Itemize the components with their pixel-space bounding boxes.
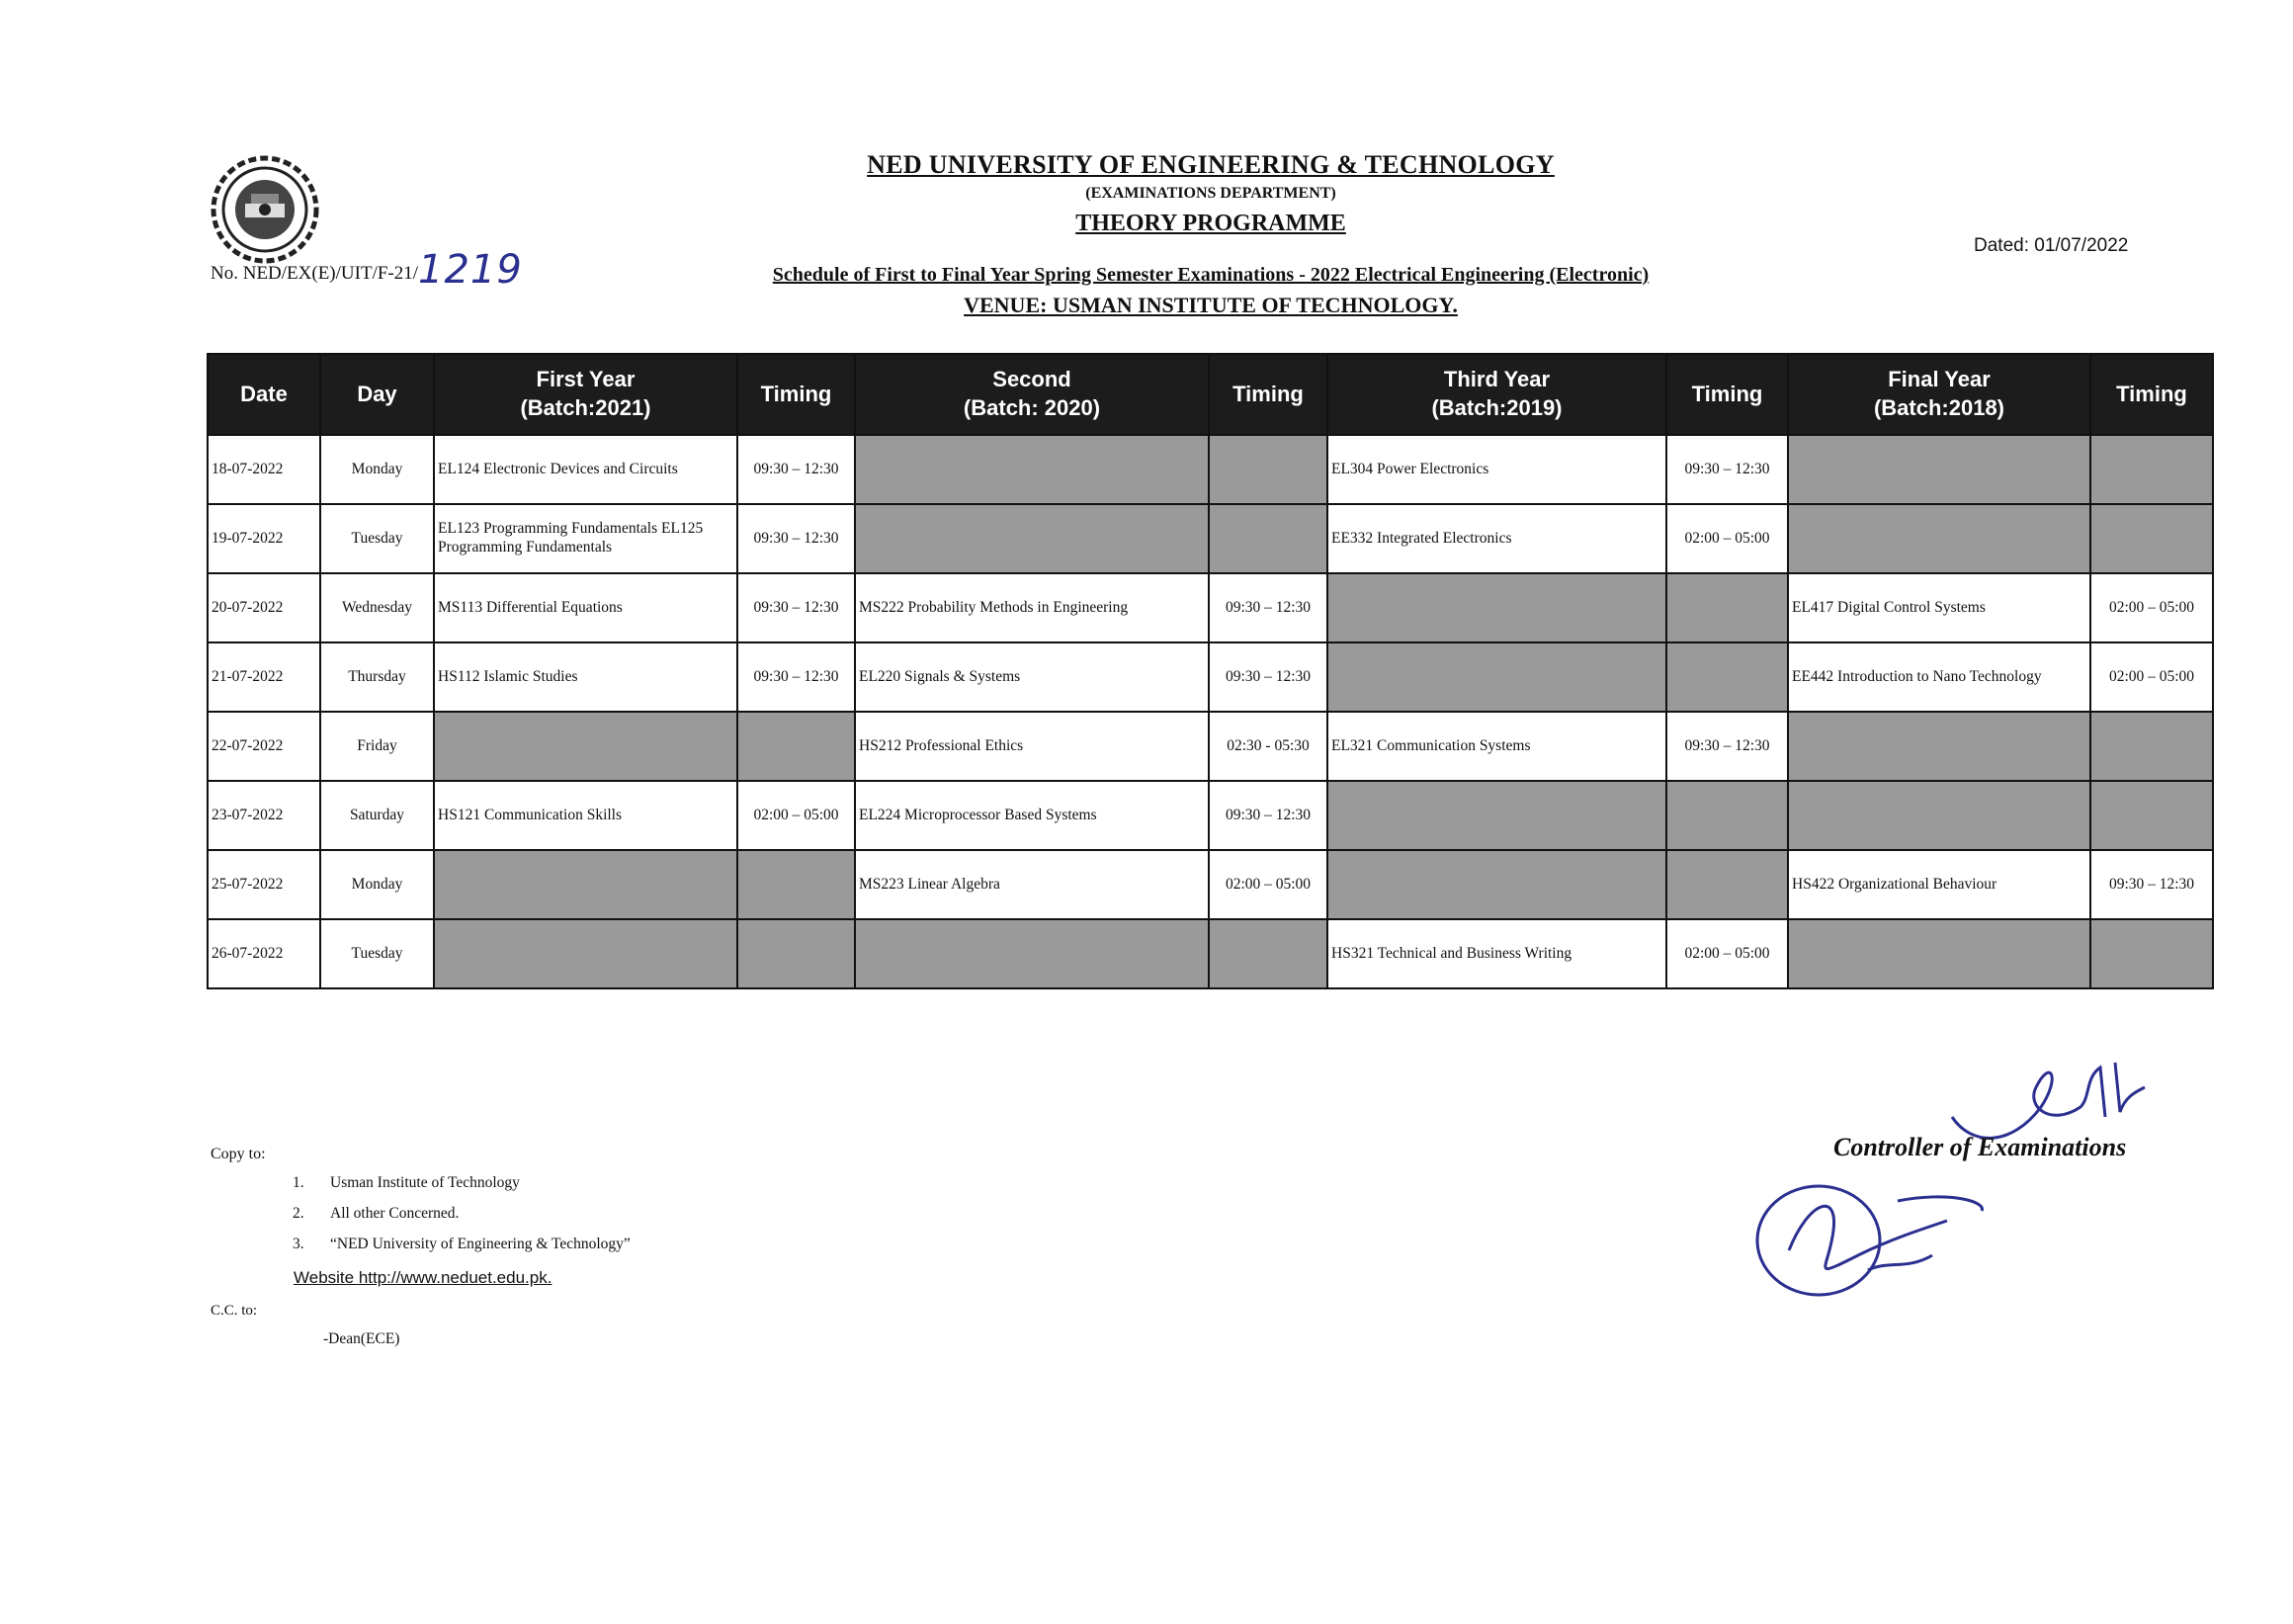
table-row (208, 642, 2213, 712)
venue: VENUE: USMAN INSTITUTE OF TECHNOLOGY. (964, 293, 1458, 317)
final-year-timing-cell (2090, 435, 2213, 504)
third-year-timing-cell (1666, 781, 1788, 850)
header-third-year: Third Year (Batch:2019) (1327, 354, 1666, 435)
first-year-course-cell: HS112 Islamic Studies (434, 642, 737, 712)
first-year-timing-cell: 09:30 – 12:30 (737, 435, 855, 504)
day-cell: Tuesday (320, 504, 434, 573)
table-row (208, 435, 2213, 504)
table-body (208, 435, 2213, 988)
third-year-course-cell: EE332 Integrated Electronics (1327, 504, 1666, 573)
university-name: NED UNIVERSITY OF ENGINEERING & TECHNOLOGY (867, 150, 1555, 179)
first-year-course-cell: MS113 Differential Equations (434, 573, 737, 642)
second-year-timing-cell (1209, 435, 1327, 504)
date-cell: 25-07-2022 (208, 850, 320, 919)
second-year-course-cell (855, 504, 1209, 573)
table-row (208, 504, 2213, 573)
handwritten-ref-number: 1219 (418, 247, 523, 293)
second-year-timing-cell: 02:30 - 05:30 (1209, 712, 1327, 781)
list-item: 1. Usman Institute of Technology (293, 1174, 520, 1191)
day-cell: Wednesday (320, 573, 434, 642)
second-year-course-cell: MS222 Probability Methods in Engineering (855, 573, 1209, 642)
header-day: Day (320, 354, 434, 435)
second-year-timing-cell: 09:30 – 12:30 (1209, 781, 1327, 850)
final-year-timing-cell (2090, 919, 2213, 988)
second-year-timing-cell: 09:30 – 12:30 (1209, 573, 1327, 642)
final-year-course-cell (1788, 781, 2090, 850)
second-year-course-cell: HS212 Professional Ethics (855, 712, 1209, 781)
header-second-year: Second (Batch: 2020) (855, 354, 1209, 435)
third-year-course-cell: EL304 Power Electronics (1327, 435, 1666, 504)
date-cell: 19-07-2022 (208, 504, 320, 573)
first-year-timing-cell: 09:30 – 12:30 (737, 642, 855, 712)
website-link[interactable]: Website http://www.neduet.edu.pk. (294, 1268, 552, 1287)
first-year-timing-cell: 09:30 – 12:30 (737, 573, 855, 642)
table-row (208, 919, 2213, 988)
list-item: 3. “NED University of Engineering & Technology” (293, 1236, 631, 1252)
third-year-course-cell (1327, 642, 1666, 712)
table-row (208, 850, 2213, 919)
final-year-timing-cell (2090, 504, 2213, 573)
day-cell: Saturday (320, 781, 434, 850)
third-year-timing-cell: 02:00 – 05:00 (1666, 504, 1788, 573)
third-year-course-cell (1327, 850, 1666, 919)
day-cell: Thursday (320, 642, 434, 712)
first-year-timing-cell: 02:00 – 05:00 (737, 781, 855, 850)
second-year-course-cell: MS223 Linear Algebra (855, 850, 1209, 919)
second-year-timing-cell: 02:00 – 05:00 (1209, 850, 1327, 919)
header-timing: Timing (1666, 354, 1788, 435)
date-cell: 22-07-2022 (208, 712, 320, 781)
second-year-course-cell (855, 919, 1209, 988)
date-issued: Dated: 01/07/2022 (1974, 235, 2129, 256)
reference-number (211, 243, 523, 293)
third-year-course-cell: EL321 Communication Systems (1327, 712, 1666, 781)
table-header-row (208, 354, 2213, 435)
date-cell: 21-07-2022 (208, 642, 320, 712)
second-year-course-cell: EL224 Microprocessor Based Systems (855, 781, 1209, 850)
first-year-timing-cell (737, 919, 855, 988)
third-year-timing-cell (1666, 642, 1788, 712)
day-cell: Friday (320, 712, 434, 781)
first-year-timing-cell (737, 712, 855, 781)
final-year-timing-cell: 02:00 – 05:00 (2090, 573, 2213, 642)
signature-initials (1749, 1161, 2006, 1310)
exam-schedule-table (207, 353, 2214, 989)
third-year-timing-cell: 09:30 – 12:30 (1666, 435, 1788, 504)
cc-to-label: C.C. to: (211, 1303, 258, 1319)
table-row (208, 712, 2213, 781)
programme-title: THEORY PROGRAMME (1075, 211, 1346, 236)
first-year-course-cell (434, 919, 737, 988)
third-year-course-cell (1327, 781, 1666, 850)
header-timing: Timing (1209, 354, 1327, 435)
department-name: (EXAMINATIONS DEPARTMENT) (1085, 185, 1336, 202)
final-year-timing-cell: 09:30 – 12:30 (2090, 850, 2213, 919)
header-timing: Timing (737, 354, 855, 435)
first-year-timing-cell (737, 850, 855, 919)
cc-dean: -Dean(ECE) (323, 1330, 400, 1347)
header-date: Date (208, 354, 320, 435)
third-year-timing-cell (1666, 573, 1788, 642)
reference-prefix: No. NED/EX(E)/UIT/F-21/ (211, 263, 419, 284)
final-year-course-cell (1788, 435, 2090, 504)
schedule-title: Schedule of First to Final Year Spring Semester Examinations - 2022 Electrical Engineering (Electronic) (772, 264, 1650, 286)
third-year-timing-cell: 02:00 – 05:00 (1666, 919, 1788, 988)
copy-to-label: Copy to: (211, 1146, 266, 1162)
final-year-course-cell: EL417 Digital Control Systems (1788, 573, 2090, 642)
final-year-timing-cell: 02:00 – 05:00 (2090, 642, 2213, 712)
table-row (208, 781, 2213, 850)
third-year-course-cell (1327, 573, 1666, 642)
date-cell: 20-07-2022 (208, 573, 320, 642)
controller-of-examinations: Controller of Examinations (1833, 1133, 2127, 1161)
first-year-course-cell: EL123 Programming Fundamentals EL125 Programming Fundamentals (434, 504, 737, 573)
header-first-year: First Year (Batch:2021) (434, 354, 737, 435)
second-year-timing-cell (1209, 504, 1327, 573)
header-timing: Timing (2090, 354, 2213, 435)
day-cell: Tuesday (320, 919, 434, 988)
day-cell: Monday (320, 850, 434, 919)
third-year-timing-cell (1666, 850, 1788, 919)
date-cell: 23-07-2022 (208, 781, 320, 850)
second-year-course-cell: EL220 Signals & Systems (855, 642, 1209, 712)
final-year-timing-cell (2090, 781, 2213, 850)
day-cell: Monday (320, 435, 434, 504)
third-year-course-cell: HS321 Technical and Business Writing (1327, 919, 1666, 988)
second-year-timing-cell: 09:30 – 12:30 (1209, 642, 1327, 712)
second-year-course-cell (855, 435, 1209, 504)
final-year-course-cell: EE442 Introduction to Nano Technology (1788, 642, 2090, 712)
first-year-timing-cell: 09:30 – 12:30 (737, 504, 855, 573)
final-year-course-cell: HS422 Organizational Behaviour (1788, 850, 2090, 919)
first-year-course-cell: HS121 Communication Skills (434, 781, 737, 850)
final-year-timing-cell (2090, 712, 2213, 781)
date-cell: 26-07-2022 (208, 919, 320, 988)
second-year-timing-cell (1209, 919, 1327, 988)
date-cell: 18-07-2022 (208, 435, 320, 504)
header-final-year: Final Year (Batch:2018) (1788, 354, 2090, 435)
final-year-course-cell (1788, 504, 2090, 573)
list-item: 2. All other Concerned. (293, 1205, 460, 1222)
first-year-course-cell: EL124 Electronic Devices and Circuits (434, 435, 737, 504)
first-year-course-cell (434, 850, 737, 919)
final-year-course-cell (1788, 712, 2090, 781)
copy-list (293, 1174, 631, 1266)
third-year-timing-cell: 09:30 – 12:30 (1666, 712, 1788, 781)
table-row (208, 573, 2213, 642)
first-year-course-cell (434, 712, 737, 781)
final-year-course-cell (1788, 919, 2090, 988)
